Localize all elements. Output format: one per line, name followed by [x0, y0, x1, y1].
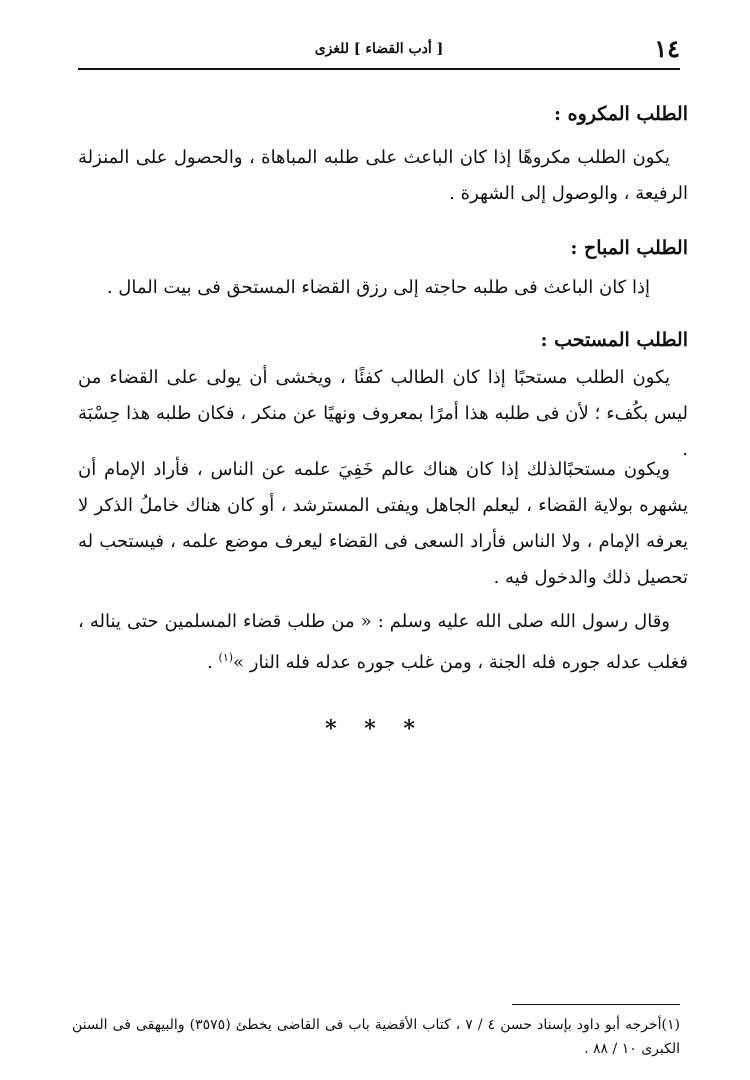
- page-number: ١٤: [654, 34, 680, 63]
- paragraph-makruh: يكون الطلب مكروهًا إذا كان الباعث على طلبه المباهاة ، والحصول على المنزلة الرفيعة ، والوصول إلى الشهرة .: [78, 147, 688, 204]
- page-header: [78, 36, 680, 62]
- footnote-rule: [512, 1004, 680, 1005]
- paragraph-mustahab-1: يكون الطلب مستحبًا إذا كان الطالب كفئًا ، ويخشى أن يولى على القضاء من ليس بكُفء ؛ لأن فى طلبه هذا أمرًا بمعروف ونهيًا عن منكر ، فكان طلبه هذا حِسْبَة .: [78, 367, 688, 460]
- paragraph-hadith: وقال رسول الله صلى الله عليه وسلم : « من طلب قضاء المسلمين حتى يناله ، فغلب عدله جوره فله الجنة ، ومن غلب جوره عدله فله النار »$^{(١)}$ .: [78, 611, 688, 673]
- footnote: [72, 1013, 680, 1061]
- footnote-marker: (١): [661, 1017, 680, 1033]
- running-title: [ أدب القضاء ] للغزى: [314, 41, 444, 57]
- section-heading-mubah: الطلب المباح :: [570, 237, 688, 259]
- section-heading-makruh: الطلب المكروه :: [553, 103, 688, 125]
- footnote-reference: (١): [218, 651, 234, 664]
- footnote-text: أخرجه أبو داود بإسناد حسن ٤ / ٧ ، كتاب الأقضية باب فى القاضى يخطئ (٣٥٧٥) والبيهقى فى السنن الكبرى ١٠ / ٨٨ .: [72, 1017, 680, 1057]
- paragraph-mustahab-2: ويكون مستحبًالذلك إذا كان هناك عالم خَفِيَ علمه عن الناس ، فأراد الإمام أن يشهره بولاية القضاء ، ليعلم الجاهل ويفتى المسترشد ، أو كان هناك خاملُ الذكر لا يعرفه الإمام ، ولا الناس فأراد السعى فى القضاء ليعرف موضع علمه ، فيستحب له تحصيل ذلك والدخول فيه .: [78, 459, 688, 588]
- paragraph-mubah: إذا كان الباعث فى طلبه حاجته إلى رزق القضاء المستحق فى بيت المال .: [106, 277, 650, 298]
- section-heading-mustahab: الطلب المستحب :: [540, 329, 688, 351]
- header-rule: [78, 68, 680, 70]
- section-separator: * * *: [325, 716, 425, 742]
